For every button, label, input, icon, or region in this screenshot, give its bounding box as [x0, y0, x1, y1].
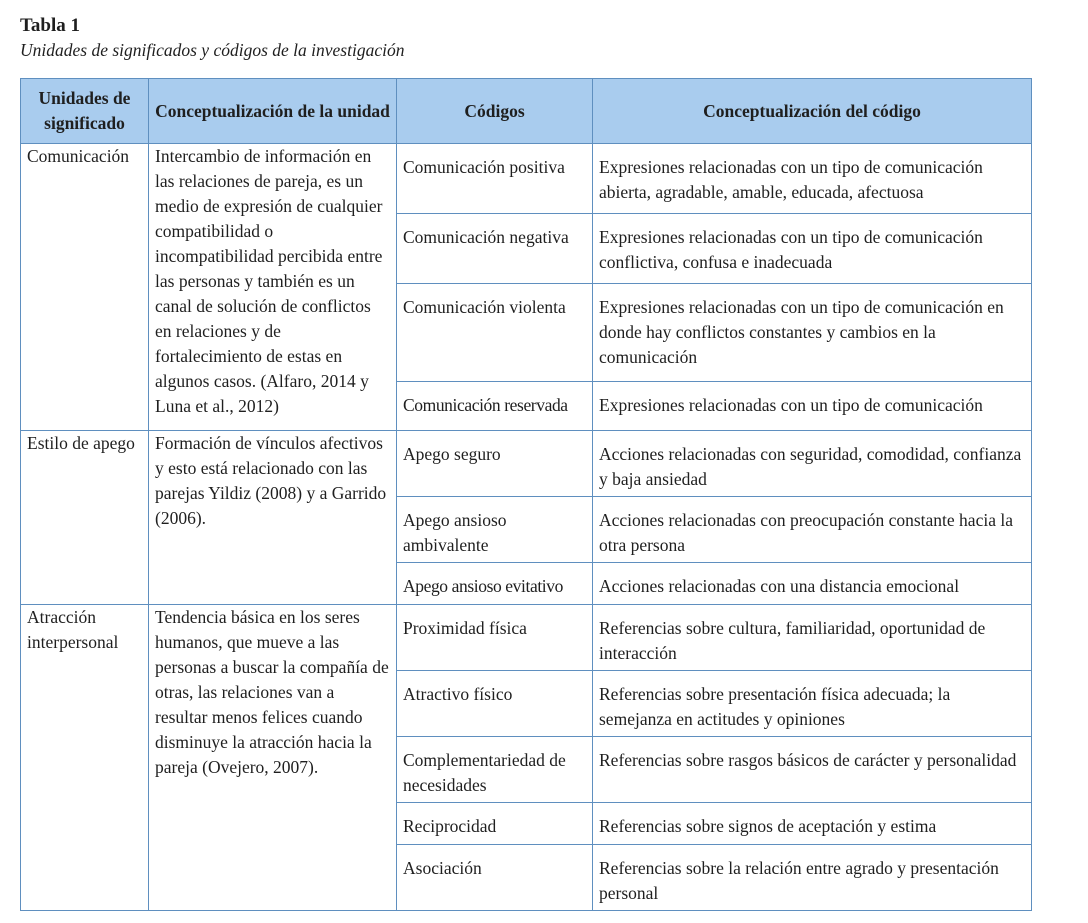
code-concept-cell: Referencias sobre presentación física adecuada; la semejanza en actitudes y opiniones — [593, 671, 1032, 737]
code-cell: Apego ansioso evitativo — [397, 563, 593, 605]
code-concept-cell: Expresiones relacionadas con un tipo de comunicación abierta, agradable, amable, educada, afectuosa — [593, 144, 1032, 214]
codes-table — [20, 78, 1032, 911]
code-cell: Comunicación reservada — [397, 382, 593, 431]
code-concept-cell: Referencias sobre la relación entre agrado y presentación personal — [593, 845, 1032, 911]
code-cell: Comunicación negativa — [397, 214, 593, 284]
table-title: Unidades de significados y códigos de la investigación — [20, 40, 405, 60]
code-concept-cell: Expresiones relacionadas con un tipo de comunicación conflictiva, confusa e inadecuada — [593, 214, 1032, 284]
header-units: Unidades de significado — [21, 79, 149, 144]
code-cell: Comunicación violenta — [397, 284, 593, 382]
unit-cell: Comunicación — [21, 144, 149, 431]
code-concept-cell: Expresiones relacionadas con un tipo de comunicación en donde hay conflictos constantes y cambios en la comunicación — [593, 284, 1032, 382]
header-code-concept: Conceptualización del código — [593, 79, 1032, 144]
code-cell: Apego ansioso ambivalente — [397, 497, 593, 563]
code-concept-cell: Acciones relacionadas con seguridad, comodidad, confianza y baja ansiedad — [593, 431, 1032, 497]
code-concept-cell: Referencias sobre signos de aceptación y estima — [593, 803, 1032, 845]
code-concept-cell: Referencias sobre rasgos básicos de carácter y personalidad — [593, 737, 1032, 803]
code-cell: Apego seguro — [397, 431, 593, 497]
header-codes: Códigos — [397, 79, 593, 144]
header-row — [21, 79, 1032, 144]
code-cell: Reciprocidad — [397, 803, 593, 845]
table-row — [21, 605, 1032, 671]
code-cell: Proximidad física — [397, 605, 593, 671]
unit-cell: Estilo de apego — [21, 431, 149, 605]
code-cell: Comunicación positiva — [397, 144, 593, 214]
unit-cell: Atracción interpersonal — [21, 605, 149, 911]
table-row — [21, 431, 1032, 497]
code-concept-cell: Expresiones relacionadas con un tipo de comunicación — [593, 382, 1032, 431]
code-cell: Atractivo físico — [397, 671, 593, 737]
table-label: Tabla 1 — [20, 15, 81, 36]
code-concept-cell: Acciones relacionadas con una distancia emocional — [593, 563, 1032, 605]
header-unit-concept: Conceptualización de la unidad — [149, 79, 397, 144]
table-row — [21, 144, 1032, 214]
code-concept-cell: Acciones relacionadas con preocupación constante hacia la otra persona — [593, 497, 1032, 563]
code-concept-cell: Referencias sobre cultura, familiaridad, oportunidad de interacción — [593, 605, 1032, 671]
unit-concept-cell: Formación de vínculos afectivos y esto está relacionado con las parejas Yildiz (2008) y a Garrido (2006). — [149, 431, 397, 605]
unit-concept-cell: Tendencia básica en los seres humanos, que mueve a las personas a buscar la compañía de otras, las relaciones van a resultar menos felices cuando disminuye la atracción hacia la pareja (Ovejero, 2007). — [149, 605, 397, 911]
code-cell: Complementariedad de necesidades — [397, 737, 593, 803]
code-cell: Asociación — [397, 845, 593, 911]
table-caption — [20, 14, 404, 62]
unit-concept-cell: Intercambio de información en las relaciones de pareja, es un medio de expresión de cualquier compatibilidad o incompatibilidad percibida entre las personas y también es un canal de solución de conflictos en relaciones y de fortalecimiento de estas en algunos casos. (Alfaro, 2014 y Luna et al., 2012) — [149, 144, 397, 431]
